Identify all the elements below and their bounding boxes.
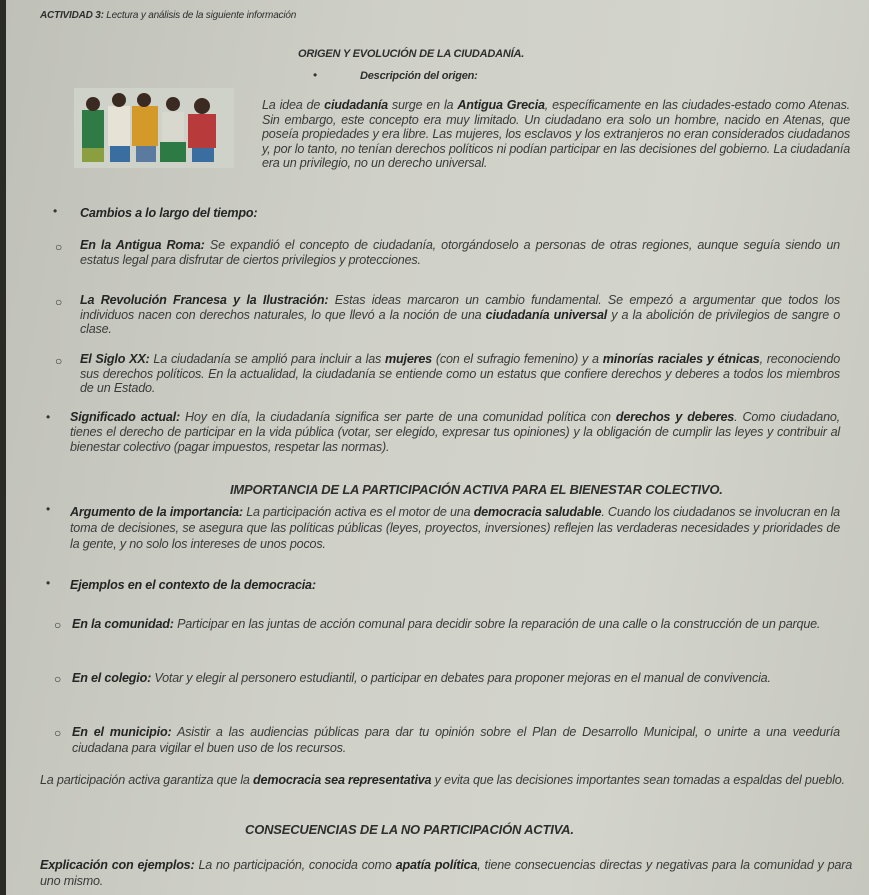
bold-text: Argumento de la importancia:	[70, 505, 243, 519]
text: . Como ciudadano, tienes el derecho de participar en la vida pública (votar, ser elegido, expresar tus opiniones) y la obligación de cumplir las leyes y contribuir al bienestar colectivo (pagar impuestos, respetar las normas).	[70, 410, 840, 454]
bullet: •	[313, 68, 318, 82]
siglo-xx-item	[80, 352, 840, 396]
photo-edge	[0, 0, 6, 895]
revolucion-item	[80, 293, 840, 337]
text: Participar en las juntas de acción comunal para decidir sobre la reparación de una calle o la construcción de un parque.	[173, 617, 821, 631]
bullet-hollow: ○	[55, 354, 63, 368]
citizens-illustration	[74, 88, 234, 168]
text: y a la abolición de privilegios de sangre o clase.	[80, 307, 840, 337]
bullet-hollow: ○	[54, 672, 62, 686]
bold-text: En la Antigua Roma:	[80, 238, 205, 252]
bold-text: Significado actual:	[70, 410, 180, 424]
text: Estas ideas marcaron un cambio fundamental. Se empezó a argumentar que todos los individuos nacen con derechos naturales, lo que llevó a la noción de una	[80, 293, 840, 322]
bullet: •	[53, 204, 58, 218]
text: . Cuando los ciudadanos se involucran en la toma de decisiones, se asegura que las políticas públicas (leyes, proyectos, inversiones) reflejen las verdaderas necesidades y prioridades de la gente, y no solo los intereses de unos pocos.	[70, 505, 840, 551]
bold-text: Antigua Grecia	[457, 98, 545, 112]
bullet-hollow: ○	[55, 295, 63, 309]
significado-item	[70, 410, 840, 455]
section-title-consecuencias: CONSECUENCIAS DE LA NO PARTICIPACIÓN ACTIVA.	[245, 822, 574, 837]
origin-paragraph	[262, 98, 850, 171]
colegio-item	[72, 670, 840, 686]
bullet: •	[46, 410, 51, 424]
comunidad-item	[72, 616, 840, 632]
bullet: •	[46, 502, 51, 516]
text: La ciudadanía se amplió para incluir a las	[149, 352, 386, 366]
bullet-hollow: ○	[54, 618, 62, 632]
bold-text: Ejemplos en el contexto de la democracia:	[70, 578, 316, 592]
bullet-hollow: ○	[54, 726, 62, 740]
bold-text: En el municipio:	[72, 725, 172, 739]
text: y evita que las decisiones importantes sean tomadas a espaldas del pueblo.	[431, 773, 845, 787]
origin-heading: Descripción del origen:	[360, 70, 478, 82]
activity-header: ACTIVIDAD 3: Lectura y análisis de la siguiente información	[40, 10, 297, 21]
text: , reconociendo sus derechos políticos. En la actualidad, la ciudadanía se entiende como un estatus que confiere derechos y deberes a todos los miembros de un Estado.	[80, 352, 840, 396]
bold-text: democracia sea representativa	[253, 773, 432, 787]
bold-text: ciudadanía universal	[485, 307, 608, 322]
bold-text: ciudadanía	[324, 98, 388, 112]
text: Se expandió el concepto de ciudadanía, otorgándoselo a personas de otras regiones, aunque seguía siendo un estatus legal para disfrutar de ciertos privilegios y protecciones.	[80, 238, 840, 267]
roma-item	[80, 238, 840, 267]
section-title-importancia: IMPORTANCIA DE LA PARTICIPACIÓN ACTIVA PARA EL BIENESTAR COLECTIVO.	[230, 482, 723, 497]
text: La participación activa garantiza que la	[40, 773, 254, 787]
bold-text: mujeres	[385, 352, 432, 366]
page-title: ORIGEN Y EVOLUCIÓN DE LA CIUDADANÍA.	[298, 48, 525, 60]
text: Votar y elegir al personero estudiantil, o participar en debates para proponer mejoras en el manual de convivencia.	[151, 671, 771, 685]
bullet-hollow: ○	[55, 240, 63, 254]
explicacion-paragraph	[40, 857, 852, 889]
text: La no participación, conocida como	[194, 858, 396, 872]
text: , específicamente en las ciudades-estado como Atenas. Sin embargo, este concepto era muy limitado. Un ciudadano era solo un hombre, nacido en Atenas, que poseía propiedades y era libre. Las mujeres, los esclavos y los extranjeros no eran considerados ciudadanos y, por lo tanto, no tenían derechos políticos ni podían participar en las decisiones del gobierno. La ciudadanía era un privilegio, no un derecho universal.	[262, 98, 850, 171]
bold-text: Explicación con ejemplos:	[40, 858, 195, 872]
changes-heading	[80, 206, 680, 221]
bold-text: La Revolución Francesa y la Ilustración:	[80, 293, 329, 307]
bold-text: En el colegio:	[72, 671, 152, 685]
bold-text: derechos y deberes	[615, 410, 735, 424]
text: La idea de	[262, 98, 325, 112]
bold-text: El Siglo XX:	[80, 352, 150, 366]
bold-text: minorías raciales y étnicas	[602, 352, 760, 366]
conclusion-paragraph	[40, 772, 850, 788]
municipio-item	[72, 724, 840, 756]
bold-text: Cambios a lo largo del tiempo:	[80, 206, 258, 220]
text: Asistir a las audiencias públicas para dar tu opinión sobre el Plan de Desarrollo Municipal, o unirte a una veeduría ciudadana para vigilar el buen uso de los recursos.	[72, 725, 840, 755]
text: (con el sufragio femenino) y a	[431, 352, 603, 366]
bold-text: apatía política	[395, 858, 478, 872]
text: Hoy en día, la ciudadanía significa ser parte de una comunidad política con	[179, 410, 616, 424]
text: La participación activa es el motor de una	[242, 505, 474, 519]
bold-text: En la comunidad:	[72, 617, 174, 631]
bold-text: democracia saludable	[473, 505, 602, 519]
text: surge en la	[387, 98, 458, 112]
argumento-item	[70, 504, 840, 552]
bullet: •	[46, 576, 51, 590]
ejemplos-heading	[70, 578, 670, 593]
text: , tiene consecuencias directas y negativas para la comunidad y para uno mismo.	[40, 858, 852, 888]
